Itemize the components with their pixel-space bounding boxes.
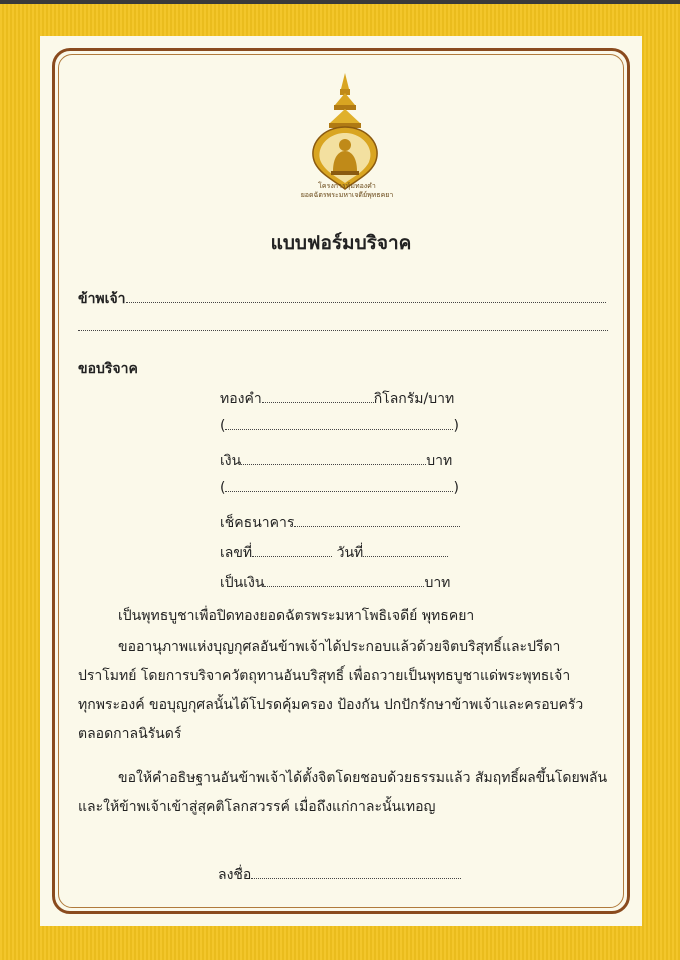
date-field[interactable] — [363, 555, 448, 557]
donor-line-2 — [78, 319, 608, 335]
paragraph-1: เป็นพุทธบูชาเพื่อปิดทองยอดฉัตรพระมหาโพธิเจดีย์ พุทธคยา — [118, 608, 475, 624]
money-words-field[interactable] — [225, 490, 453, 492]
gold-words-row — [220, 418, 459, 434]
paragraph-2-line-4: ตลอดกาลนิรันดร์ — [78, 726, 182, 742]
paragraph-3-line-2: และให้ข้าพเจ้าเข้าสู่สุคติโลกสวรรค์ เมื่อถึงแก่กาละนั้นเทอญ — [78, 799, 436, 815]
amount-label: เป็นเงิน — [220, 575, 265, 591]
paragraph-2-line-3: ทุกพระองค์ ขอบุญกุศลนั้นได้โปรดคุ้มครอง ป้องกัน ปกปักรักษาข้าพเจ้าและครอบครัว — [78, 697, 584, 713]
money-label: เงิน — [220, 453, 242, 469]
gold-label: ทองคำ — [220, 391, 262, 407]
donor-line — [78, 288, 606, 310]
paren-open: ( — [220, 480, 226, 496]
gold-amount-field[interactable] — [262, 401, 374, 403]
number-date-row — [220, 542, 448, 564]
money-unit: บาท — [426, 453, 453, 469]
paragraph-2-line-2: ปราโมทย์ โดยการบริจาควัตถุทานอันบริสุทธิ์ เพื่อถวายเป็นพุทธบูชาแด่พระพุทธเจ้า — [78, 668, 571, 684]
date-label: วันที่ — [336, 545, 364, 561]
donate-label: ขอบริจาค — [78, 361, 138, 377]
donor-name-field[interactable] — [126, 301, 606, 303]
amount-unit: บาท — [424, 575, 451, 591]
gold-row — [220, 388, 454, 410]
money-words-row — [220, 480, 459, 496]
logo-caption — [282, 182, 412, 200]
logo-caption-line1: โครงการหุ้มทองคำ — [318, 182, 376, 190]
buddha-pagoda-emblem-icon — [305, 71, 385, 191]
money-amount-field[interactable] — [241, 463, 426, 465]
sign-label: ลงชื่อ — [218, 867, 252, 883]
gold-unit: กิโลกรัม/บาท — [373, 391, 455, 407]
paren-close: ) — [453, 480, 459, 496]
amount-field[interactable] — [264, 585, 424, 587]
top-edge — [0, 0, 680, 4]
amount-row — [220, 572, 450, 594]
number-field[interactable] — [252, 555, 332, 557]
bank-check-row — [220, 512, 460, 534]
money-row — [220, 450, 452, 472]
bank-check-field[interactable] — [294, 525, 460, 527]
form-title: แบบฟอร์มบริจาค — [270, 232, 412, 254]
signature-field[interactable] — [251, 877, 461, 879]
form-paper — [40, 36, 642, 926]
donor-address-field[interactable] — [78, 329, 608, 331]
paragraph-3-line-1: ขอให้คำอธิษฐานอันข้าพเจ้าได้ตั้งจิตโดยชอบด้วยธรรมแล้ว สัมฤทธิ์ผลขึ้นโดยพลัน — [118, 770, 608, 786]
number-label: เลขที่ — [220, 545, 253, 561]
paragraph-2-line-1: ขออานุภาพแห่งบุญกุศลอันข้าพเจ้าได้ประกอบแล้วด้วยจิตบริสุทธิ์และปรีดา — [118, 639, 561, 655]
donor-label: ข้าพเจ้า — [78, 291, 126, 307]
bank-check-label: เช็คธนาคาร — [220, 515, 295, 531]
signature-row — [218, 864, 461, 886]
paren-close: ) — [453, 418, 459, 434]
paren-open: ( — [220, 418, 226, 434]
logo-caption-line2: ยอดฉัตรพระมหาเจดีย์พุทธคยา — [300, 191, 394, 199]
gold-words-field[interactable] — [225, 428, 453, 430]
